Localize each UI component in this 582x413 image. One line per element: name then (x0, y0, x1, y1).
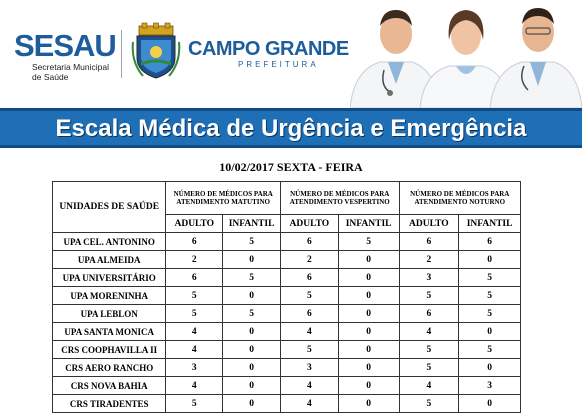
city-subtitle: PREFEITURA (238, 60, 319, 69)
doctor-count-cell: 3 (399, 269, 459, 287)
doctor-count-cell: 0 (223, 341, 281, 359)
page-title: Escala Médica de Urgência e Emergência (55, 115, 527, 142)
doctors-photo-icon (350, 0, 582, 108)
doctor-count-cell: 3 (280, 359, 338, 377)
doctor-count-cell: 5 (399, 287, 459, 305)
doctor-count-cell: 0 (223, 359, 281, 377)
sesau-subtitle (32, 62, 109, 82)
unit-name-cell: CRS NOVA BAHIA (53, 377, 166, 395)
unit-name-cell: UPA MORENINHA (53, 287, 166, 305)
doctor-count-cell: 4 (166, 377, 223, 395)
table-row (53, 305, 521, 323)
morning-child-header: INFANTIL (223, 215, 281, 233)
morning-group-header: NÚMERO DE MÉDICOS PARA ATENDIMENTO MATUTINO (166, 182, 281, 215)
table-row (53, 395, 521, 413)
city-name: CAMPO GRANDE (188, 38, 349, 60)
doctor-count-cell: 5 (399, 341, 459, 359)
header-divider (121, 30, 122, 78)
sesau-logo-text: SESAU (14, 28, 116, 63)
table-header-row (53, 182, 521, 215)
sesau-subtitle-line1: Secretaria Municipal (32, 62, 110, 72)
table-row (53, 233, 521, 251)
doctor-count-cell: 5 (459, 305, 521, 323)
doctor-count-cell: 3 (166, 359, 223, 377)
doctor-count-cell: 0 (459, 323, 521, 341)
doctor-count-cell: 2 (399, 251, 459, 269)
table-row (53, 251, 521, 269)
doctor-count-cell: 0 (223, 287, 281, 305)
doctor-count-cell: 2 (280, 251, 338, 269)
doctor-count-cell: 0 (338, 359, 399, 377)
doctor-count-cell: 5 (223, 305, 281, 323)
doctor-count-cell: 5 (338, 233, 399, 251)
table-row (53, 269, 521, 287)
doctor-count-cell: 0 (338, 323, 399, 341)
doctor-count-cell: 5 (459, 287, 521, 305)
doctor-count-cell: 4 (166, 341, 223, 359)
doctor-count-cell: 0 (338, 377, 399, 395)
units-column-header: UNIDADES DE SAÚDE (53, 182, 166, 233)
doctor-count-cell: 5 (223, 269, 281, 287)
unit-name-cell: UPA UNIVERSITÁRIO (53, 269, 166, 287)
table-row (53, 323, 521, 341)
unit-name-cell: CRS COOPHAVILLA II (53, 341, 166, 359)
table-row (53, 359, 521, 377)
doctor-count-cell: 5 (399, 395, 459, 413)
unit-name-cell: CRS AERO RANCHO (53, 359, 166, 377)
doctor-count-cell: 5 (280, 341, 338, 359)
doctor-count-cell: 0 (338, 341, 399, 359)
table-row (53, 341, 521, 359)
sesau-subtitle-line2: de Saúde (32, 72, 69, 82)
doctor-count-cell: 3 (459, 377, 521, 395)
unit-name-cell: UPA LEBLON (53, 305, 166, 323)
doctor-count-cell: 0 (338, 395, 399, 413)
unit-name-cell: UPA ALMEIDA (53, 251, 166, 269)
doctor-count-cell: 6 (459, 233, 521, 251)
city-crest-icon (131, 22, 181, 82)
table-row (53, 287, 521, 305)
doctor-count-cell: 0 (459, 251, 521, 269)
doctor-count-cell: 0 (223, 377, 281, 395)
doctor-count-cell: 5 (459, 341, 521, 359)
schedule-table-body (53, 233, 521, 413)
doctor-count-cell: 5 (223, 233, 281, 251)
doctor-count-cell: 0 (459, 395, 521, 413)
doctor-count-cell: 0 (338, 287, 399, 305)
afternoon-group-header: NÚMERO DE MÉDICOS PARA ATENDIMENTO VESPERTINO (280, 182, 399, 215)
header (0, 0, 582, 108)
doctor-count-cell: 4 (399, 323, 459, 341)
night-child-header: INFANTIL (459, 215, 521, 233)
doctor-count-cell: 4 (280, 395, 338, 413)
doctor-count-cell: 5 (166, 305, 223, 323)
unit-name-cell: UPA CEL. ANTONINO (53, 233, 166, 251)
doctor-count-cell: 6 (399, 305, 459, 323)
afternoon-child-header: INFANTIL (338, 215, 399, 233)
doctor-count-cell: 5 (399, 359, 459, 377)
doctor-count-cell: 4 (280, 323, 338, 341)
doctor-count-cell: 0 (223, 251, 281, 269)
doctor-count-cell: 0 (338, 251, 399, 269)
morning-adult-header: ADULTO (166, 215, 223, 233)
unit-name-cell: UPA SANTA MONICA (53, 323, 166, 341)
doctor-count-cell: 5 (280, 287, 338, 305)
doctor-count-cell: 0 (223, 395, 281, 413)
doctor-count-cell: 4 (280, 377, 338, 395)
schedule-date: 10/02/2017 SEXTA - FEIRA (219, 160, 363, 174)
doctor-count-cell: 6 (280, 233, 338, 251)
doctor-count-cell: 2 (166, 251, 223, 269)
doctor-count-cell: 6 (399, 233, 459, 251)
doctor-count-cell: 4 (399, 377, 459, 395)
doctor-count-cell: 4 (166, 323, 223, 341)
doctor-count-cell: 0 (223, 323, 281, 341)
unit-name-cell: CRS TIRADENTES (53, 395, 166, 413)
table-row (53, 377, 521, 395)
doctor-count-cell: 0 (459, 359, 521, 377)
doctor-count-cell: 5 (459, 269, 521, 287)
doctor-count-cell: 6 (166, 233, 223, 251)
schedule-table (52, 181, 521, 413)
title-banner (0, 108, 582, 148)
doctor-count-cell: 0 (338, 269, 399, 287)
doctor-count-cell: 6 (166, 269, 223, 287)
doctor-count-cell: 6 (280, 269, 338, 287)
afternoon-adult-header: ADULTO (280, 215, 338, 233)
doctor-count-cell: 0 (338, 305, 399, 323)
doctor-count-cell: 5 (166, 287, 223, 305)
night-group-header: NÚMERO DE MÉDICOS PARA ATENDIMENTO NOTURNO (399, 182, 521, 215)
night-adult-header: ADULTO (399, 215, 459, 233)
doctor-count-cell: 5 (166, 395, 223, 413)
doctor-count-cell: 6 (280, 305, 338, 323)
